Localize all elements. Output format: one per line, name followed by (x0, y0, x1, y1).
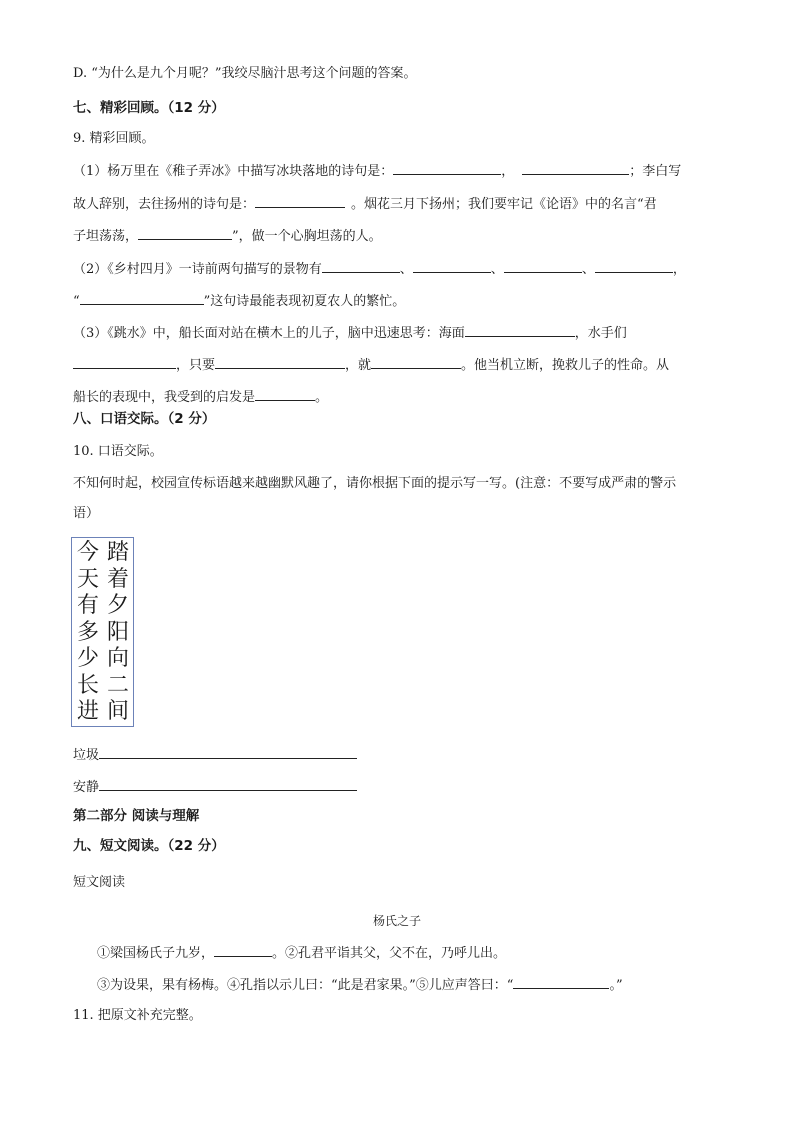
text: （1）杨万里在《稚子弄冰》中描写冰块落地的诗句是： (73, 164, 394, 179)
sign-right-char: 夕 (106, 593, 129, 618)
answer-blank[interactable] (393, 162, 501, 175)
sign-right-column (105, 540, 131, 726)
answer-blank[interactable] (465, 324, 575, 337)
text: 子坦荡荡， (73, 229, 139, 244)
short-reading-label: 短文阅读 (73, 875, 126, 890)
part-2-title: 第二部分 阅读与理解 (73, 808, 200, 824)
text: ；李白写 (629, 164, 682, 179)
sign-right-char: 踏 (106, 540, 129, 565)
text: ， (672, 262, 686, 277)
q10-instructions-line1: 不知何时起，校园宣传标语越来越幽默风趣了，请你根据下面的提示写一写。(注意：不要写成严肃的警示 (73, 476, 677, 491)
label-garbage: 垃圾 (73, 748, 100, 763)
answer-blank[interactable] (138, 227, 232, 240)
answer-blank[interactable] (595, 260, 673, 273)
text: “ (73, 294, 80, 309)
label-quiet: 安静 (73, 780, 100, 795)
answer-blank[interactable] (214, 944, 272, 957)
question-10: 10. 口语交际。 (73, 444, 163, 459)
sign-left-char: 长 (76, 672, 99, 698)
sign-left-column (75, 540, 101, 726)
q9-part1-line3 (73, 227, 382, 245)
q9-part2-line1 (73, 260, 686, 278)
slogan-sign-image (71, 537, 134, 727)
sign-right-char: 阳 (106, 619, 129, 645)
text: 。烟花三月下扬州；我们要牢记《论语》中的名言“君 (351, 197, 657, 212)
q9-part2-line2 (73, 292, 405, 310)
answer-blank[interactable] (504, 260, 582, 273)
answer-blank[interactable] (322, 260, 400, 273)
section-7-title: 七、精彩回顾。（12 分） (73, 100, 225, 116)
answer-blank[interactable] (255, 195, 345, 208)
q9-part1-line1 (73, 162, 681, 180)
option-d: D. “为什么是九个月呢？”我绞尽脑汁思考这个问题的答案。 (73, 66, 417, 81)
passage-line-2 (97, 976, 623, 994)
text: （3）《跳水》中，船长面对站在横木上的儿子，脑中迅速思考：海面 (73, 326, 465, 341)
text: 。 (315, 390, 329, 405)
answer-blank[interactable] (371, 356, 461, 369)
sign-left-char: 多 (76, 619, 99, 645)
text: 故人辞别，去往扬州的诗句是： (73, 197, 256, 212)
sign-left-char: 进 (76, 699, 99, 724)
text: ，就 (345, 358, 372, 373)
text: 、 (399, 262, 413, 277)
q10-instructions-line2: 语） (73, 506, 100, 521)
garbage-answer-line (73, 746, 357, 764)
sign-right-char: 向 (106, 646, 129, 671)
text: ，只要 (176, 358, 216, 373)
text: ， (501, 164, 515, 179)
text: （2）《乡村四月》一诗前两句描写的景物有 (73, 262, 322, 277)
answer-blank[interactable] (99, 746, 357, 759)
sign-right-char: 着 (106, 566, 129, 592)
text: 、 (490, 262, 504, 277)
passage-line-1 (97, 944, 506, 962)
section-9-title: 九、短文阅读。（22 分） (73, 838, 225, 854)
q9-part3-line2 (73, 356, 669, 374)
text: ”这句诗最能表现初夏农人的繁忙。 (203, 294, 406, 309)
sign-left-char: 有 (76, 593, 99, 618)
sign-left-char: 今 (76, 540, 99, 565)
sign-left-char: 天 (76, 566, 99, 592)
answer-blank[interactable] (80, 292, 204, 305)
answer-blank[interactable] (513, 976, 609, 989)
quiet-answer-line (73, 778, 357, 796)
q9-part3-line3 (73, 388, 328, 406)
text: 船长的表现中，我受到的启发是 (73, 390, 256, 405)
text: 。他当机立断，挽救儿子的性命。从 (461, 358, 670, 373)
answer-blank[interactable] (215, 356, 345, 369)
text: 、 (581, 262, 595, 277)
q9-part3-line1 (73, 324, 627, 342)
text: ”，做一个心胸坦荡的人。 (232, 229, 382, 244)
sign-right-char: 二 (106, 672, 129, 698)
text: 。” (609, 978, 623, 993)
passage-title: 杨氏之子 (372, 914, 421, 928)
answer-blank[interactable] (73, 356, 176, 369)
sign-left-char: 少 (76, 646, 99, 671)
question-11: 11. 把原文补充完整。 (73, 1008, 202, 1023)
answer-blank[interactable] (255, 388, 315, 401)
text: ①梁国杨氏子九岁， (97, 946, 215, 961)
text: ，水手们 (574, 326, 627, 341)
sign-right-char: 间 (106, 699, 129, 724)
answer-blank[interactable] (413, 260, 491, 273)
answer-blank[interactable] (522, 162, 629, 175)
q9-part1-line2 (73, 195, 657, 213)
section-8-title: 八、口语交际。（2 分） (73, 411, 216, 427)
question-9: 9. 精彩回顾。 (73, 131, 155, 146)
text: 。②孔君平诣其父，父不在，乃呼儿出。 (272, 946, 507, 961)
answer-blank[interactable] (99, 778, 357, 791)
text: ③为设果，果有杨梅。④孔指以示儿曰：“此是君家果。”⑤儿应声答曰：“ (97, 978, 514, 993)
